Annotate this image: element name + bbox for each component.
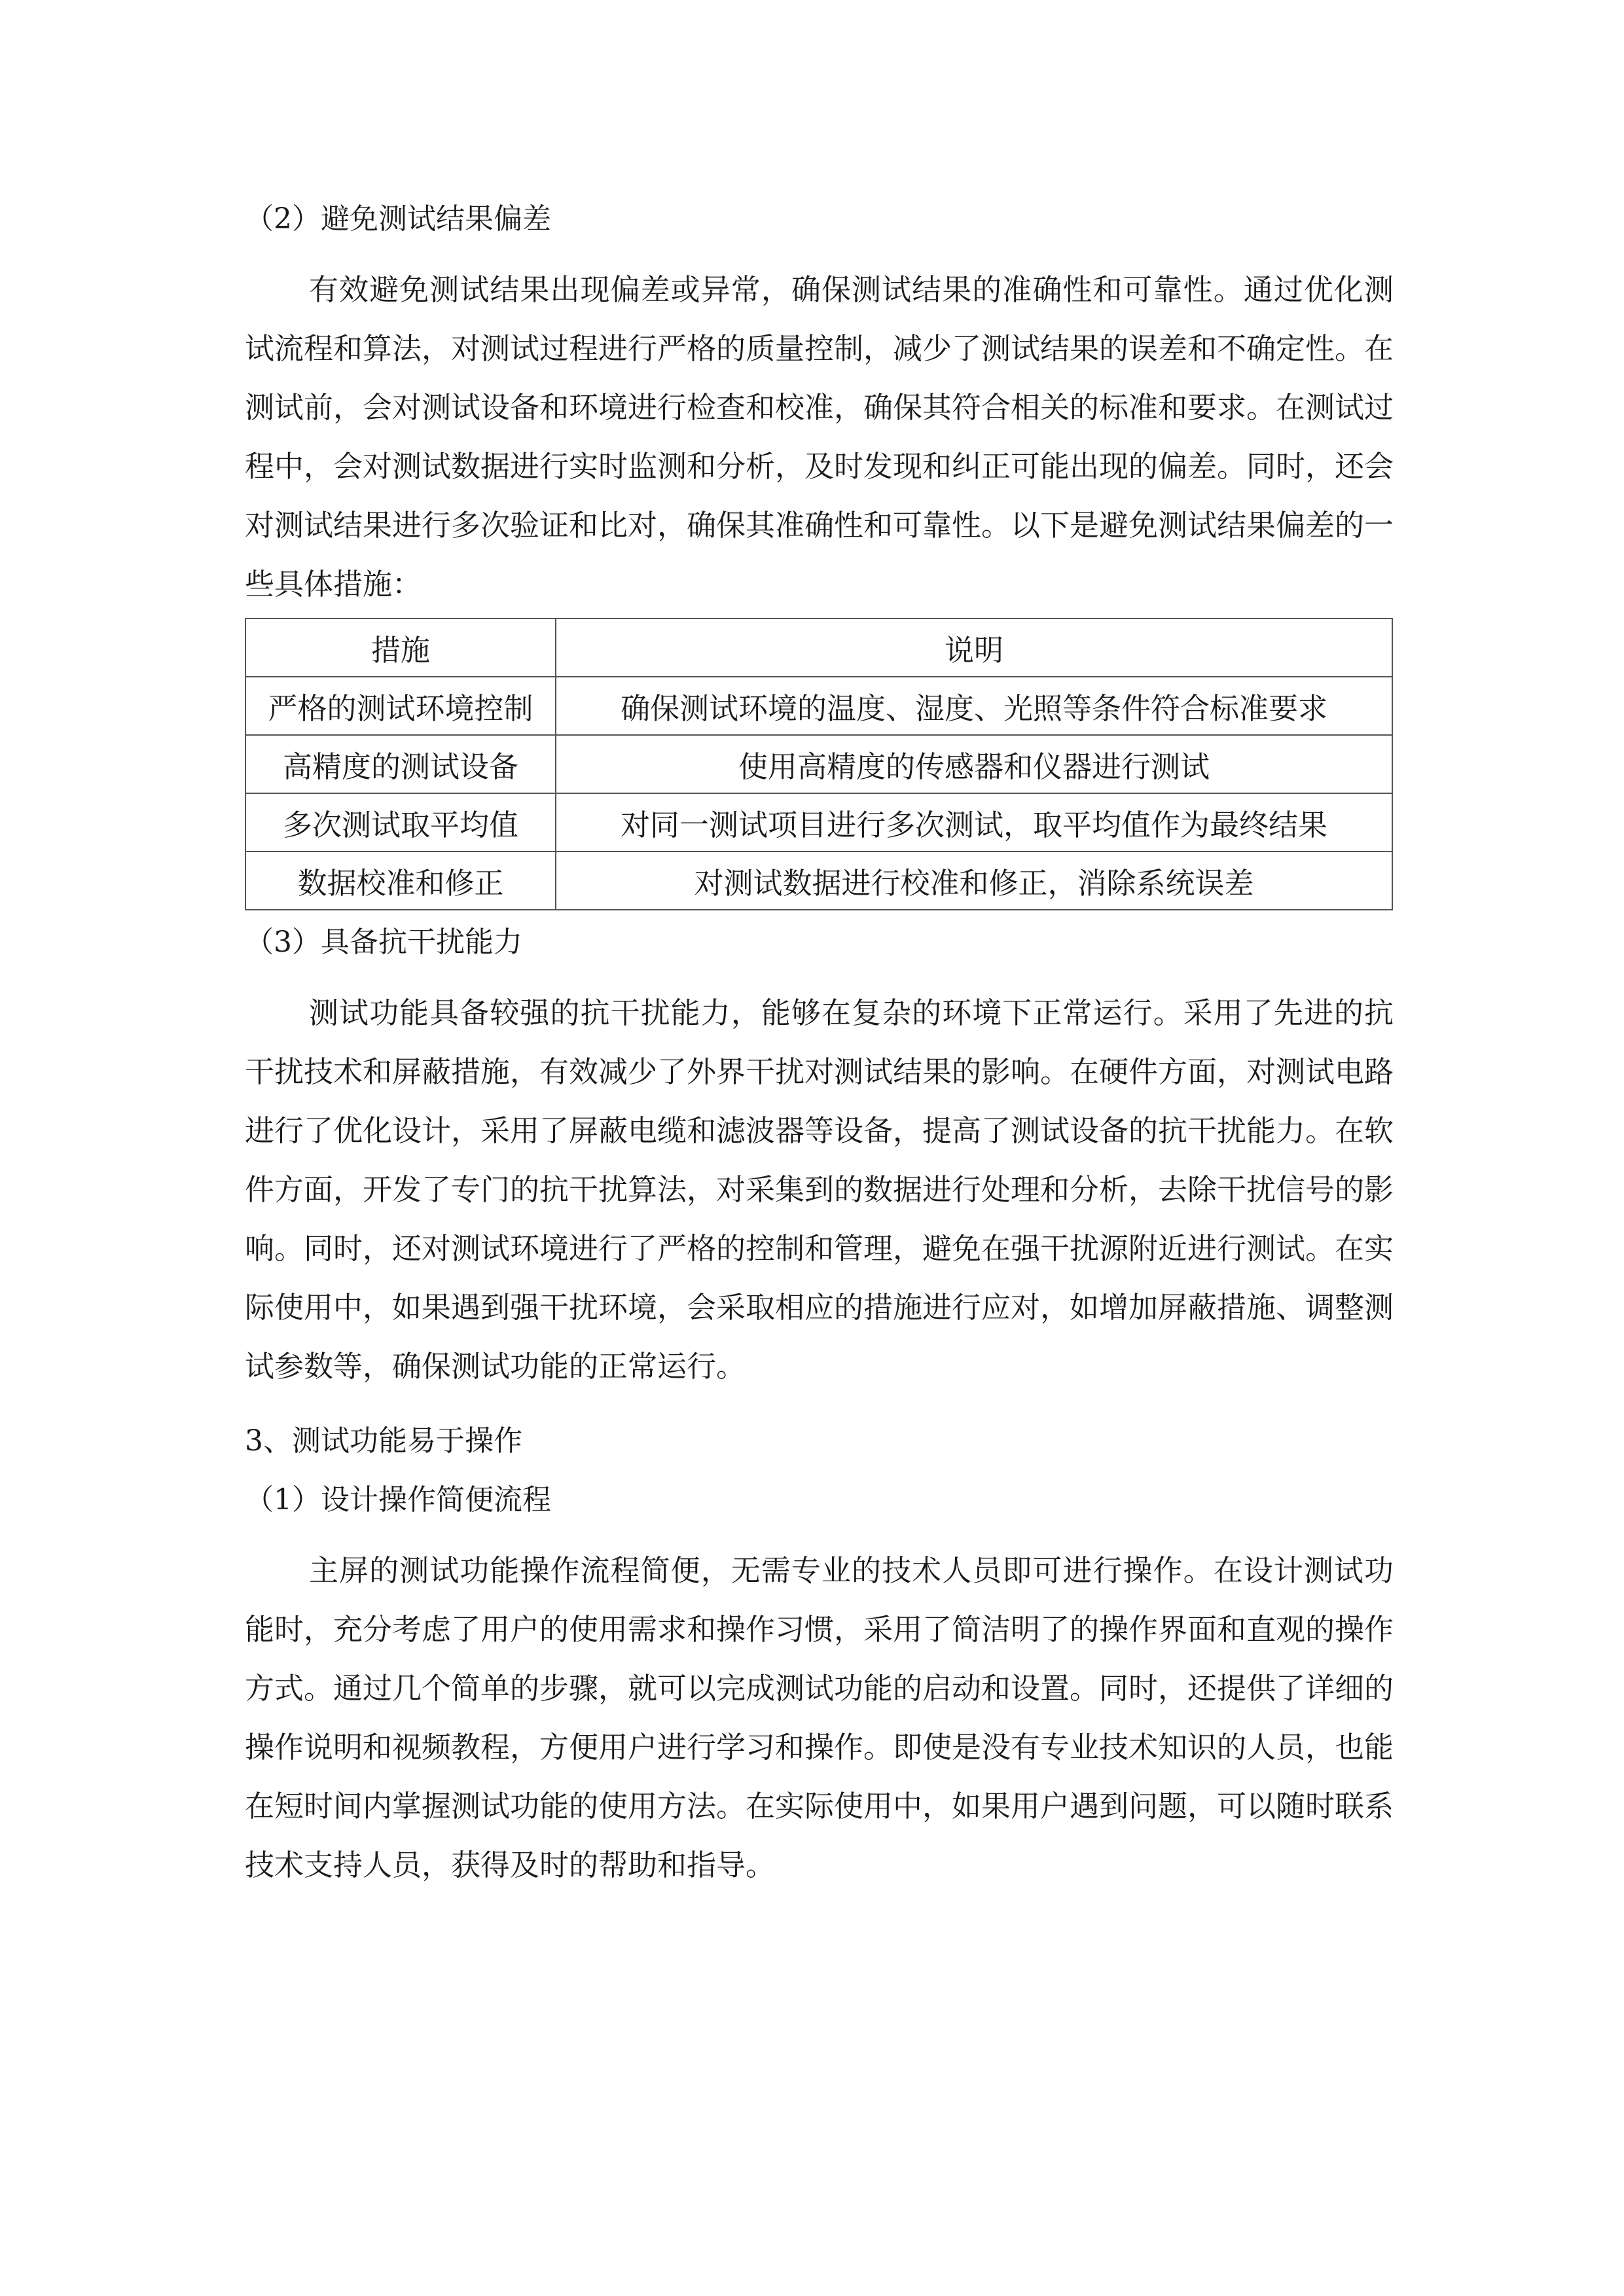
table-cell-description: 使用高精度的传感器和仪器进行测试 <box>556 735 1392 793</box>
paragraph-simple-process: 主屏的测试功能操作流程简便，无需专业的技术人员即可进行操作。在设计测试功能时，充分考虑了用户的使用需求和操作习惯，采用了简洁明了的操作界面和直观的操作方式。通过几个简单的步骤，就可以完成测试功能的启动和设置。同时，还提供了详细的操作说明和视频教程，方便用户进行学习和操作。即使是没有专业技术知识的人员，也能在短时间内掌握测试功能的使用方法。在实际使用中，如果用户遇到问题，可以随时联系技术支持人员，获得及时的帮助和指导。 <box>245 1553 1394 1882</box>
table-header-row <box>245 619 1392 677</box>
table-row <box>245 793 1392 852</box>
measures-table <box>245 618 1393 910</box>
section-heading-avoid-deviation: （2）避免测试结果偏差 <box>245 202 551 236</box>
table-cell-description: 对同一测试项目进行多次测试，取平均值作为最终结果 <box>556 793 1392 852</box>
table-header-description: 说明 <box>556 619 1392 677</box>
chapter-heading-easy-operation: 3、测试功能易于操作 <box>245 1424 522 1458</box>
table-row <box>245 735 1392 793</box>
table-row <box>245 677 1392 735</box>
table-cell-measure: 高精度的测试设备 <box>245 735 556 793</box>
document-body <box>245 190 1394 1899</box>
paragraph-avoid-deviation: 有效避免测试结果出现偏差或异常，确保测试结果的准确性和可靠性。通过优化测试流程和算法，对测试过程进行严格的质量控制，减少了测试结果的误差和不确定性。在测试前，会对测试设备和环境进行检查和校准，确保其符合相关的标准和要求。在测试过程中，会对测试数据进行实时监测和分析，及时发现和纠正可能出现的偏差。同时，还会对测试结果进行多次验证和比对，确保其准确性和可靠性。以下是避免测试结果偏差的一些具体措施： <box>245 272 1394 601</box>
table-cell-description: 对测试数据进行校准和修正，消除系统误差 <box>556 852 1392 910</box>
table-row <box>245 852 1392 910</box>
section-heading-simple-process: （1）设计操作简便流程 <box>245 1483 551 1516</box>
section-heading-anti-interference: （3）具备抗干扰能力 <box>245 925 522 959</box>
paragraph-anti-interference: 测试功能具备较强的抗干扰能力，能够在复杂的环境下正常运行。采用了先进的抗干扰技术和屏蔽措施，有效减少了外界干扰对测试结果的影响。在硬件方面，对测试电路进行了优化设计，采用了屏蔽电缆和滤波器等设备，提高了测试设备的抗干扰能力。在软件方面，开发了专门的抗干扰算法，对采集到的数据进行处理和分析，去除干扰信号的影响。同时，还对测试环境进行了严格的控制和管理，避免在强干扰源附近进行测试。在实际使用中，如果遇到强干扰环境，会采取相应的措施进行应对，如增加屏蔽措施、调整测试参数等，确保测试功能的正常运行。 <box>245 996 1394 1384</box>
table-cell-measure: 数据校准和修正 <box>245 852 556 910</box>
table-cell-measure: 严格的测试环境控制 <box>245 677 556 735</box>
table-cell-description: 确保测试环境的温度、湿度、光照等条件符合标准要求 <box>556 677 1392 735</box>
table-header-measure: 措施 <box>245 619 556 677</box>
table-cell-measure: 多次测试取平均值 <box>245 793 556 852</box>
